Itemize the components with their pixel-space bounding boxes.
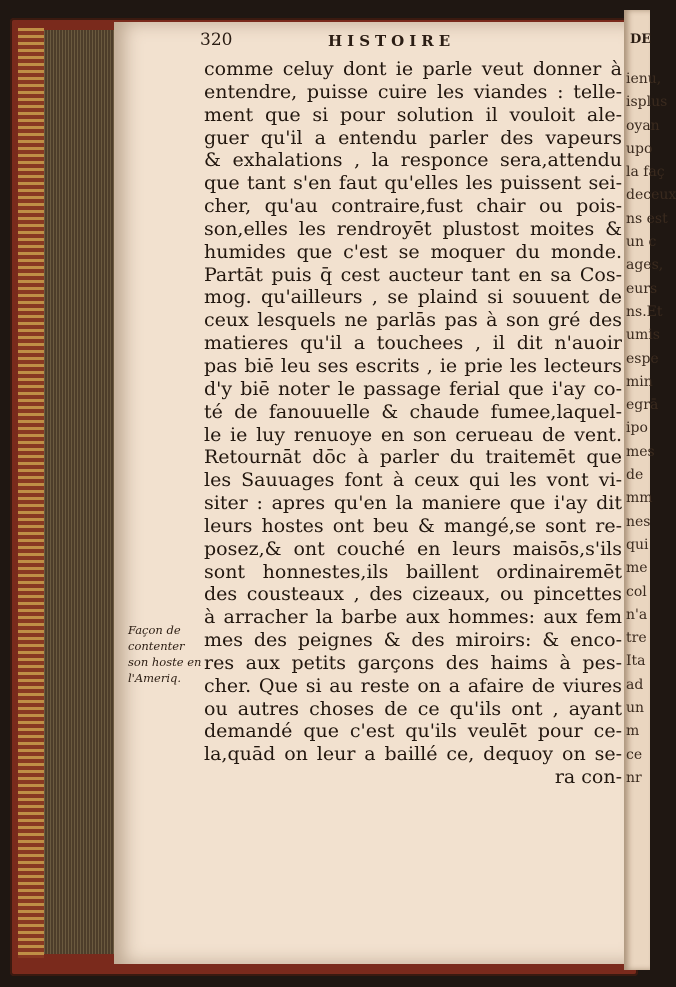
text-line: pas biē leu ses escrits , ie prie les lecteurs — [204, 354, 622, 377]
body-text — [204, 58, 622, 789]
text-line: posez,& ont couché en leurs maisōs,s'ils — [204, 537, 622, 560]
marginal-note-line: contenter — [128, 639, 185, 653]
text-line: que tant s'en faut qu'elles les puissent sei- — [204, 172, 622, 195]
gilt-edge-decoration — [18, 28, 44, 958]
marginal-note-line: l'Ameriq. — [128, 671, 182, 685]
text-line: matieres qu'il a touchees , il dit n'auoir — [204, 332, 622, 355]
marginal-note-line: son hoste en — [128, 655, 202, 669]
facing-page-fragment: mm — [626, 490, 653, 507]
facing-page-fragment: egrā — [626, 397, 659, 414]
text-line: sont honnestes,ils baillent ordinairemēt — [204, 560, 622, 583]
facing-page-fragment: mes — [626, 443, 655, 460]
text-line: comme celuy dont ie parle veut donner à — [204, 58, 622, 80]
facing-page-fragment: upo — [626, 140, 653, 157]
marginal-note — [128, 622, 208, 686]
text-line: cher, qu'au contraire,fust chair ou pois- — [204, 195, 622, 218]
marginal-note-line: Façon de — [128, 623, 181, 637]
text-line: les Sauuages font à ceux qui les vont vi- — [204, 469, 622, 492]
text-line: té de fanouuelle & chaude fumee,laquel- — [204, 400, 622, 423]
facing-page-fragment: n'a — [626, 606, 648, 623]
facing-page-fragment: umis — [626, 327, 660, 344]
text-line: Partāt puis q̄ cest aucteur tant en sa Cos- — [204, 263, 622, 286]
text-line: d'y biē noter le passage ferial que i'ay co- — [204, 377, 622, 400]
text-line: à arracher la barbe aux hommes: aux fem — [204, 606, 622, 629]
facing-page-fragment: espe — [626, 350, 659, 367]
page-stack-edge — [44, 30, 116, 954]
facing-page-fragment: ce — [626, 746, 643, 763]
text-line: le ie luy renuoye en son cerueau de vent. — [204, 423, 622, 446]
facing-page-fragment: min — [626, 373, 653, 390]
facing-page-text — [624, 68, 676, 790]
facing-page-fragment: col — [626, 583, 647, 600]
text-line: guer qu'il a entendu parler des vapeurs — [204, 126, 622, 149]
text-line: cher. Que si au reste on a afaire de viures — [204, 674, 622, 697]
facing-page-fragment: ns.Et — [626, 303, 663, 320]
facing-page-fragment: me — [626, 560, 648, 577]
facing-running-title: DE — [630, 32, 652, 47]
facing-page-fragment: m — [626, 723, 640, 740]
facing-page-fragment: la faç — [626, 164, 665, 181]
facing-page-fragment: ad — [626, 676, 644, 693]
facing-page-fragment: nes — [626, 513, 651, 530]
text-line: des cousteaux , des cizeaux, ou pincettes — [204, 583, 622, 606]
text-line: demandé que c'est qu'ils veulēt pour ce- — [204, 720, 622, 743]
facing-page-fragment: ienu, — [626, 71, 662, 87]
catchword: ra con- — [554, 766, 622, 789]
text-line: ceux lesquels ne parlās pas à son gré des — [204, 309, 622, 332]
page-number: 320 — [200, 30, 233, 50]
text-line: ou autres choses de ce qu'ils ont , ayant — [204, 697, 622, 720]
facing-page-fragment: un c — [626, 234, 657, 251]
facing-page-fragment: nr — [626, 769, 642, 786]
text-line: ment que si pour solution il vouloit ale- — [204, 103, 622, 126]
text-line: leurs hostes ont beu & mangé,se sont re- — [204, 514, 622, 537]
facing-page-fragment: ns est — [626, 210, 668, 227]
text-line: Retournāt dōc à parler du traitemēt que — [204, 446, 622, 469]
facing-page-fragment: qui — [626, 536, 649, 553]
text-line: mes des peignes & des miroirs: & enco- — [204, 629, 622, 652]
facing-page-fragment: tre — [626, 630, 647, 647]
text-line: humides que c'est se moquer du monde. — [204, 240, 622, 263]
facing-page-fragment: oyan — [626, 117, 660, 134]
facing-page-fragment: isplus — [626, 94, 668, 111]
text-line: siter : apres qu'en la maniere que i'ay dit — [204, 492, 622, 515]
text-line: mog. qu'ailleurs , se plaind si souuent de — [204, 286, 622, 309]
page-header — [200, 30, 620, 54]
text-line: & exhalations , la responce sera,attendu — [204, 149, 622, 172]
facing-page-edge — [624, 10, 676, 970]
running-title: HISTOIRE — [328, 32, 456, 50]
facing-page-fragment: de — [626, 467, 644, 484]
facing-page-fragment: deceux — [626, 187, 676, 204]
text-line: son,elles les rendroyēt plustost moites & — [204, 217, 622, 240]
facing-page-fragment: Ita — [626, 653, 646, 670]
text-line: res aux petits garçons des haims à pes- — [204, 651, 622, 674]
facing-page-fragment: ipo — [626, 420, 648, 437]
facing-page-fragment: ages, — [626, 257, 664, 274]
text-line: entendre, puisse cuire les viandes : telle- — [204, 80, 622, 103]
facing-page-fragment: eurs — [626, 280, 658, 297]
facing-page-fragment: un — [626, 700, 645, 717]
text-line: la,quād on leur a baillé ce, dequoy on se- — [204, 743, 622, 766]
